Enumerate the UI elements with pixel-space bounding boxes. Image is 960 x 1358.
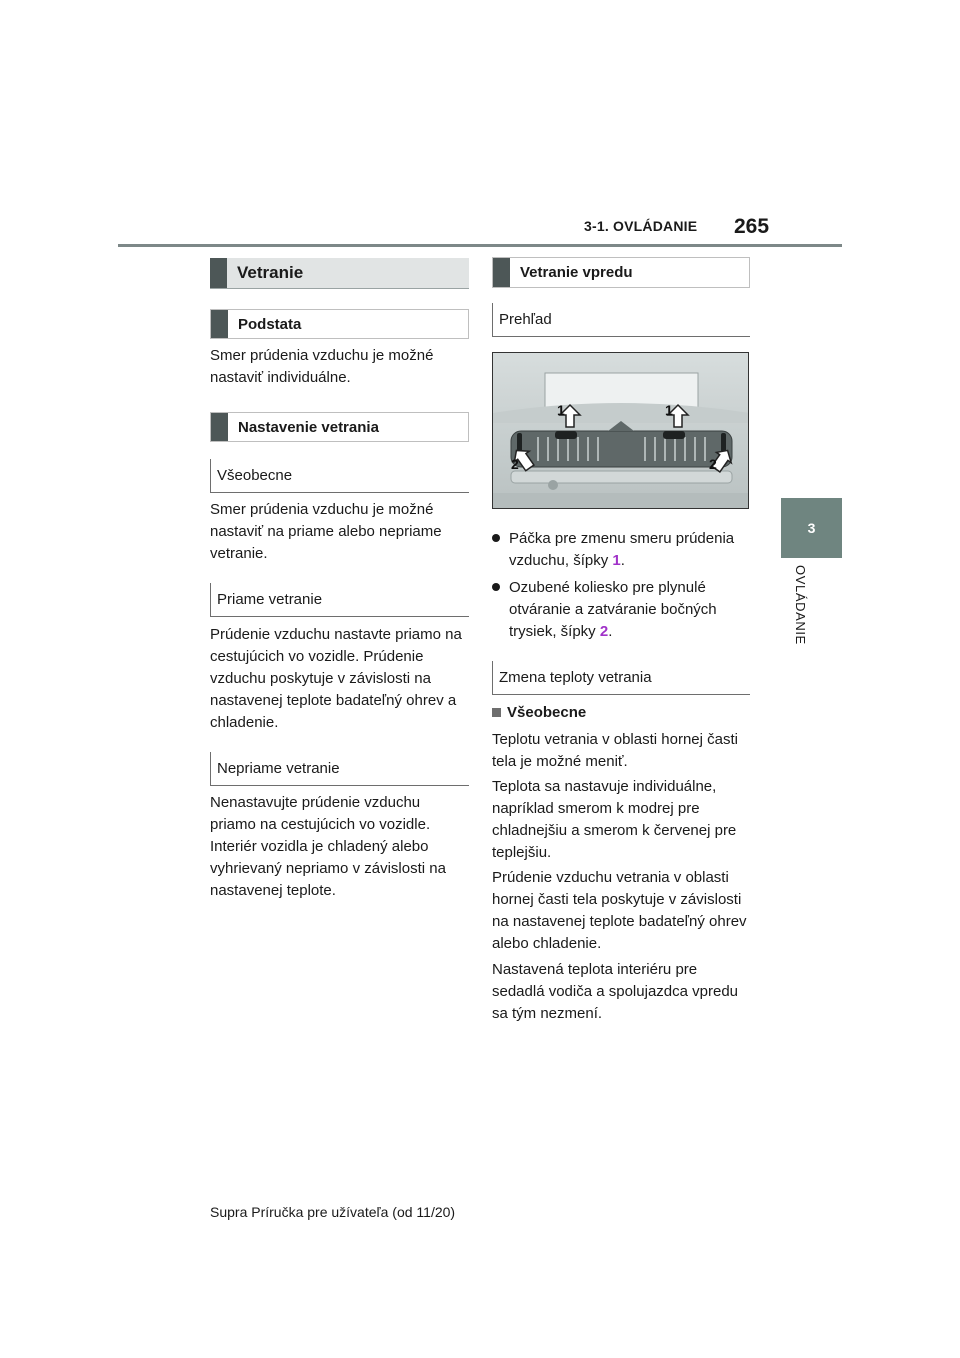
callout-2-right: 2 xyxy=(709,456,717,472)
heading-text: Vetranie vpredu xyxy=(520,264,633,281)
heading-bar xyxy=(211,310,228,338)
subsection-zmena: Zmena teploty vetrania xyxy=(492,661,750,695)
heading-bar xyxy=(210,258,227,288)
heading-vetranie xyxy=(210,258,469,289)
square-marker-icon xyxy=(492,708,501,717)
subsection-prehlad: Prehľad xyxy=(492,303,750,337)
heading-bar xyxy=(211,413,228,441)
subheading-vseobecne xyxy=(492,704,586,721)
zmena-paragraph: Teplota sa nastavuje individuálne, napríklad smerom k modrej pre chladnejšiu a smerom k červenej pre teplejšiu. xyxy=(492,778,737,861)
heading-text: Podstata xyxy=(238,315,302,333)
priame-text: Prúdenie vzduchu nastavte priamo na cestujúcich vo vozidle. Prúdenie vzduchu poskytuje v závislosti na nastavenej teplote badateľný ohrev a chladenie. xyxy=(210,626,462,731)
bullet-ref: 1 xyxy=(612,552,621,569)
heading-vetranie-vpredu xyxy=(492,257,750,288)
subsection-vseobecne: Všeobecne xyxy=(210,459,469,493)
subsection-nepriame: Nepriame vetranie xyxy=(210,752,469,786)
nepriame-text: Nenastavujte prúdenie vzduchu priamo na cestujúcich vo vozidle. Interiér vozidla je chladený alebo vyhrievaný nepriamo v závislosti na nastavenej teplote. xyxy=(210,794,446,899)
dashboard-vents-illustration xyxy=(493,353,749,509)
bullet-item xyxy=(492,577,759,643)
heading-nastavenie xyxy=(210,412,469,442)
zmena-paragraph: Teplotu vetrania v oblasti hornej časti tela je možné meniť. xyxy=(492,731,738,770)
bullet-item xyxy=(492,528,759,572)
vseobecne-text: Smer prúdenia vzduchu je možné nastaviť na priame alebo nepriame vetranie. xyxy=(210,501,442,562)
footer-text: Supra Príručka pre užívateľa (od 11/20) xyxy=(210,1204,456,1220)
heading-podstata xyxy=(210,309,469,339)
bullet-end: . xyxy=(620,552,625,569)
heading-bar xyxy=(493,258,510,287)
callout-1-right: 1 xyxy=(665,402,673,418)
page-number: 265 xyxy=(734,215,770,238)
zmena-paragraph: Prúdenie vzduchu vetrania v oblasti hornej časti tela poskytuje v závislosti na nastavenej teplote badateľný ohrev alebo chladenie. xyxy=(492,869,747,952)
chapter-tab[interactable]: 3 xyxy=(781,498,842,558)
subheading-text: Všeobecne xyxy=(507,704,587,721)
heading-text: Vetranie xyxy=(237,263,304,282)
heading-text: Nastavenie vetrania xyxy=(238,418,379,436)
subsection-priame: Priame vetranie xyxy=(210,583,469,617)
zmena-paragraph: Nastavená teplota interiéru pre sedadlá vodiča a spolujazdca vpredu sa tým nezmení. xyxy=(492,961,738,1022)
vent-illustration xyxy=(492,352,749,509)
callout-1-left: 1 xyxy=(557,402,565,418)
section-title: 3-1. OVLÁDANIE xyxy=(584,218,698,234)
podstata-text: Smer prúdenia vzduchu je možné nastaviť individuálne. xyxy=(210,347,434,386)
bullet-ref: 2 xyxy=(599,623,609,640)
header-rule xyxy=(118,244,842,247)
bullet-text: Páčka pre zmenu smeru prúdenia vzduchu, šípky xyxy=(509,530,735,569)
callout-2-left: 2 xyxy=(511,456,519,472)
bullet-text: Ozubené koliesko pre plynulé otváranie a zatváranie bočných trysiek, šípky xyxy=(509,579,717,640)
chapter-label: OVLÁDANIE xyxy=(793,565,808,645)
bullet-end: . xyxy=(608,623,613,640)
